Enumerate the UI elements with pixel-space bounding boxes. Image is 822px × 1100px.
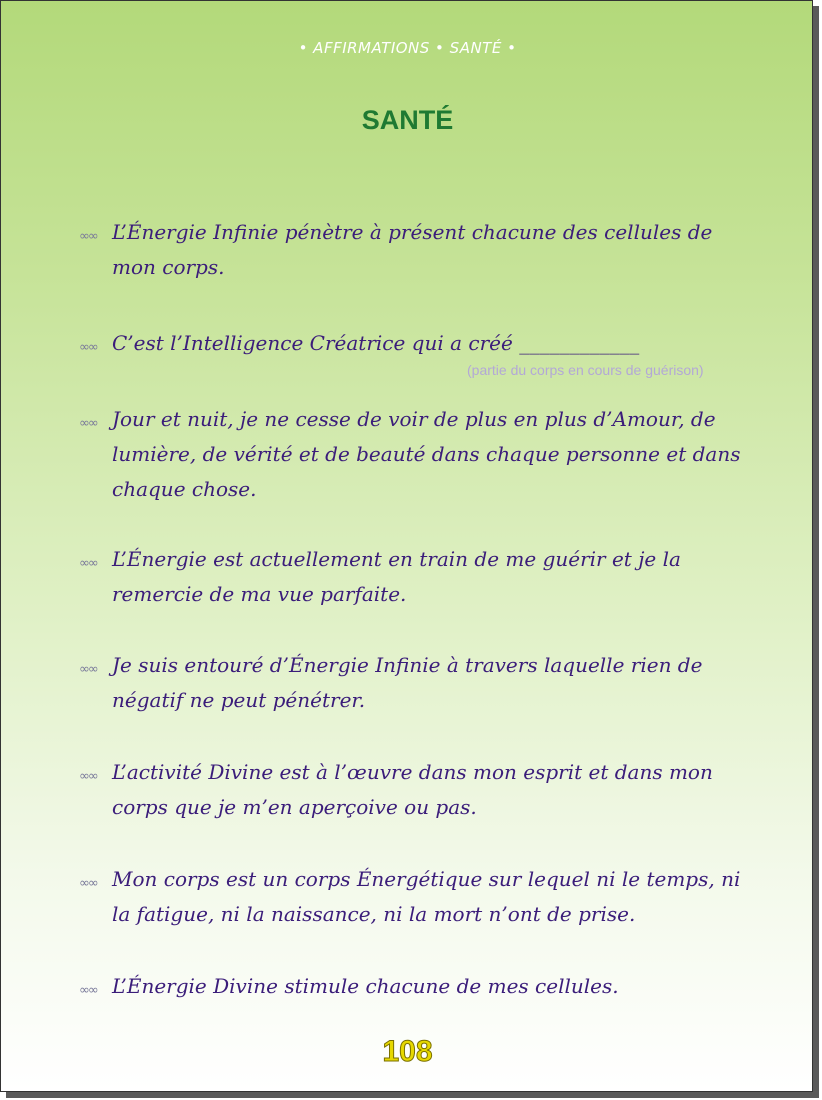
affirmation-item [79, 867, 749, 932]
affirmation-item [79, 653, 749, 718]
infinity-loop-icon: ∞∞ [79, 556, 97, 571]
affirmation-item [79, 974, 749, 1004]
page-title: SANTÉ [361, 105, 454, 135]
affirmation-item [79, 547, 749, 612]
page-shadow-right [813, 6, 819, 1098]
affirmation-note: (partie du corps en cours de guérison) [467, 362, 704, 378]
affirmation-item [79, 407, 749, 507]
affirmation-item [79, 331, 749, 361]
infinity-loop-icon: ∞∞ [79, 229, 97, 244]
affirmation-text: Mon corps est un corps Énergétique sur lequel ni le temps, ni la fatigue, ni la naissance, ni la mort n’ont de prise. [112, 867, 741, 926]
infinity-loop-icon: ∞∞ [79, 340, 97, 355]
affirmation-text: C’est l’Intelligence Créatrice qui a créé ____________ [112, 331, 640, 355]
infinity-loop-icon: ∞∞ [79, 876, 97, 891]
affirmation-text: L’Énergie Divine stimule chacune de mes cellules. [112, 974, 619, 998]
affirmation-item [79, 760, 749, 825]
page-shadow-bottom [6, 1092, 819, 1098]
infinity-loop-icon: ∞∞ [79, 662, 97, 677]
affirmation-text: Jour et nuit, je ne cesse de voir de plus en plus d’Amour, de lumière, de vérité et de beauté dans chaque personne et dans chaque chose. [112, 407, 741, 501]
infinity-loop-icon: ∞∞ [79, 769, 97, 784]
infinity-loop-icon: ∞∞ [79, 416, 97, 431]
affirmation-text: L’activité Divine est à l’œuvre dans mon esprit et dans mon corps que je m’en aperçoive ou pas. [112, 760, 713, 819]
affirmation-text: L’Énergie est actuellement en train de me guérir et je la remercie de ma vue parfaite. [112, 547, 681, 606]
page-number: 108 [382, 1035, 433, 1068]
infinity-loop-icon: ∞∞ [79, 983, 97, 998]
affirmation-text: L’Énergie Infinie pénètre à présent chacune des cellules de mon corps. [112, 220, 713, 279]
affirmation-item [79, 220, 749, 285]
affirmation-text: Je suis entouré d’Énergie Infinie à travers laquelle rien de négatif ne peut pénétrer. [112, 653, 703, 712]
running-head: • AFFIRMATIONS • SANTÉ • [298, 39, 517, 57]
